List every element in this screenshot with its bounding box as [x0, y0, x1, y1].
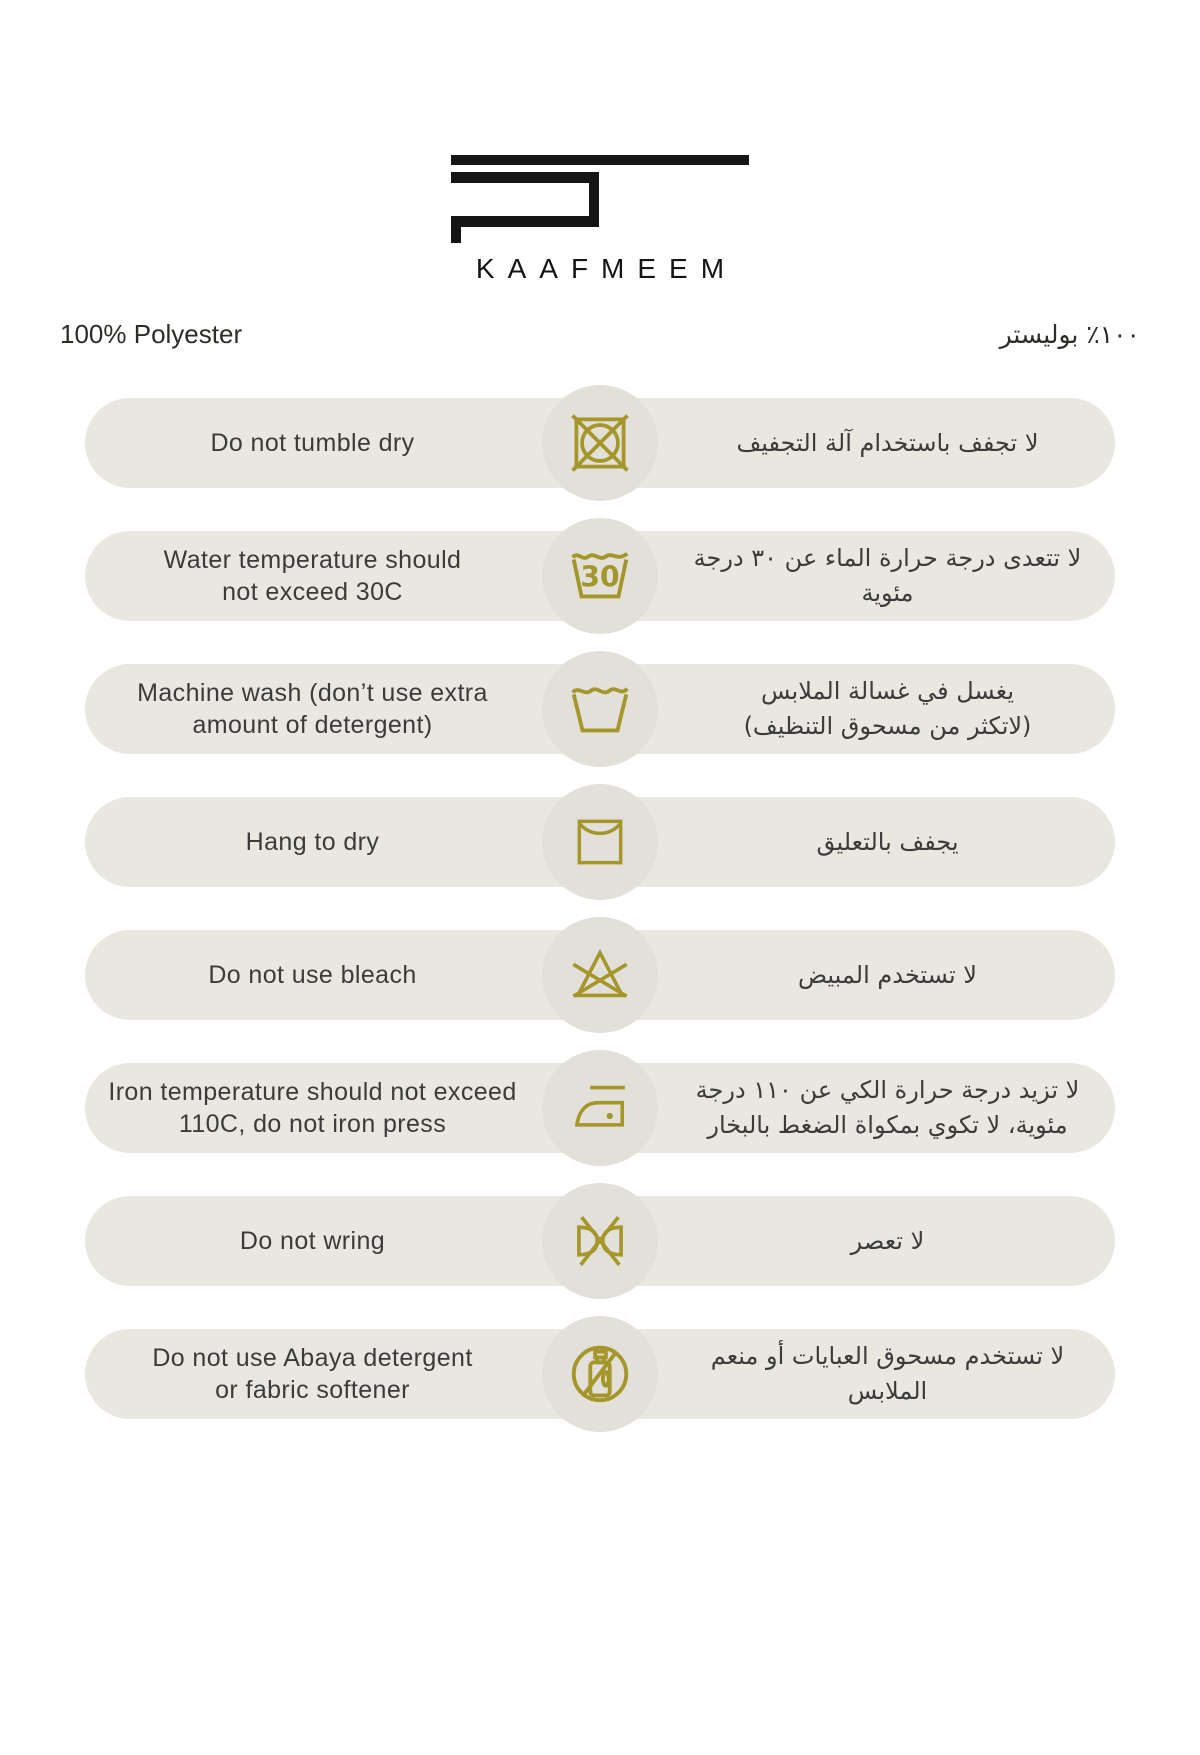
- row-arabic-text-area: [660, 1196, 1115, 1286]
- machine-wash-icon: [564, 674, 636, 744]
- material-text-ar: ١٠٠٪ بوليستر: [999, 320, 1140, 349]
- care-row-machine-wash: [85, 664, 1115, 754]
- row-english-text-area: [85, 1196, 540, 1286]
- row-english-text-area: [85, 1063, 540, 1153]
- care-instruction-ar: لا تعصر: [850, 1226, 925, 1255]
- care-instruction-ar: لا تستخدم مسحوق العبايات أو منعم الملابس: [710, 1342, 1065, 1405]
- care-label-page: [0, 155, 1200, 1755]
- row-arabic-text-area: [660, 1329, 1115, 1419]
- care-row-no-detergent: [85, 1329, 1115, 1419]
- care-instruction-ar: لا تجفف باستخدام آلة التجفيف: [736, 428, 1039, 457]
- care-instruction-ar: يغسل في غسالة الملابس (لاتكثر من مسحوق التنظيف): [743, 677, 1032, 740]
- row-english-text-area: [85, 930, 540, 1020]
- row-arabic-text-area: [660, 664, 1115, 754]
- care-instruction-en: Do not use Abaya detergent or fabric softener: [152, 1344, 473, 1404]
- brand-header: [450, 155, 750, 285]
- icon-circle: [542, 1316, 658, 1432]
- icon-circle: [542, 1183, 658, 1299]
- icon-circle: [542, 651, 658, 767]
- care-row-do-not-bleach: [85, 930, 1115, 1020]
- care-row-low-iron: [85, 1063, 1115, 1153]
- care-instruction-en: Hang to dry: [245, 828, 380, 856]
- do-not-tumble-dry-icon: [566, 409, 634, 477]
- icon-circle: [542, 917, 658, 1033]
- row-english-text-area: [85, 1329, 540, 1419]
- care-instructions-list: [0, 398, 1200, 1419]
- care-instruction-en: Iron temperature should not exceed 110C, do not iron press: [108, 1078, 517, 1138]
- icon-circle: [542, 1050, 658, 1166]
- care-row-do-not-wring: [85, 1196, 1115, 1286]
- row-arabic-text-area: [660, 398, 1115, 488]
- wash-30c-icon: [563, 541, 637, 611]
- care-instruction-en: Water temperature should not exceed 30C: [163, 546, 462, 606]
- row-english-text-area: [85, 398, 540, 488]
- care-instruction-ar: لا تزيد درجة حرارة الكي عن ١١٠ درجة مئوية، لا تكوي بمكواة الضغط بالبخار: [695, 1076, 1080, 1139]
- row-english-text-area: [85, 531, 540, 621]
- do-not-bleach-icon: [567, 943, 633, 1007]
- care-instruction-en: Do not tumble dry: [210, 429, 415, 457]
- hang-to-dry-icon: [569, 810, 631, 874]
- care-instruction-en: Machine wash (don’t use extra amount of detergent): [137, 679, 488, 739]
- row-arabic-text-area: [660, 1063, 1115, 1153]
- row-english-text-area: [85, 664, 540, 754]
- care-row-do-not-tumble-dry: [85, 398, 1115, 488]
- do-not-wring-icon: [566, 1208, 634, 1274]
- care-row-hang-to-dry: [85, 797, 1115, 887]
- row-english-text-area: [85, 797, 540, 887]
- row-arabic-text-area: [660, 531, 1115, 621]
- row-arabic-text-area: [660, 797, 1115, 887]
- no-detergent-icon: [565, 1339, 635, 1409]
- material-row: [0, 319, 1200, 350]
- kaafmeem-logo-icon: [451, 155, 749, 243]
- icon-circle: [542, 784, 658, 900]
- care-row-wash-30c: [85, 531, 1115, 621]
- icon-circle: [542, 385, 658, 501]
- row-arabic-text-area: [660, 930, 1115, 1020]
- icon-circle: [542, 518, 658, 634]
- low-iron-icon: [567, 1076, 633, 1140]
- care-instruction-en: Do not wring: [239, 1227, 386, 1255]
- care-instruction-ar: لا تستخدم المبيض: [798, 960, 977, 989]
- material-text-en: 100% Polyester: [60, 319, 243, 349]
- care-instruction-ar: يجفف بالتعليق: [816, 827, 959, 856]
- care-instruction-en: Do not use bleach: [208, 961, 417, 989]
- care-instruction-ar: لا تتعدى درجة حرارة الماء عن ٣٠ درجة مئوية: [693, 544, 1082, 607]
- brand-name: KAAFMEEM: [475, 253, 738, 284]
- wash-temp-value: 30: [580, 560, 620, 594]
